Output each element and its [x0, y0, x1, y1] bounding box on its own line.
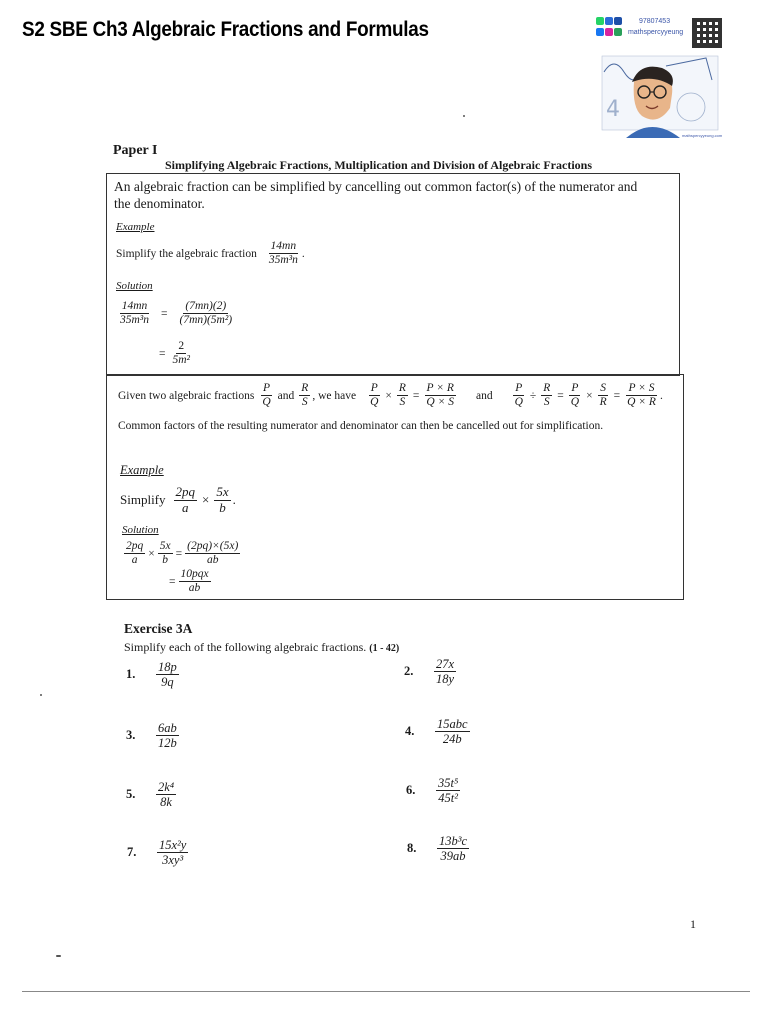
instagram-icon [605, 28, 613, 36]
svg-text:4: 4 [606, 97, 620, 122]
box2-solution-label: Solution [122, 524, 159, 536]
fraction: $\frac{18p}{9q}$ [158, 660, 177, 690]
box1-solution-step2: = $\frac{2}{\text{5m²}}$ [159, 340, 191, 367]
fraction: $\frac{2pq}{a}$ [126, 540, 144, 567]
author-avatar [596, 52, 724, 138]
box2-example: Simplify $\frac{2pq}{a}$ × $\frac{5x}{b}$ . [120, 484, 236, 515]
fraction: $\frac{P \times S}{Q \times R}$ [627, 382, 656, 409]
fraction: $\frac{5x}{b}$ [159, 540, 171, 567]
footer-rule [22, 991, 750, 992]
telegram-icon [614, 17, 622, 25]
question-6: 6. $\frac{\text{35t⁵}}{\text{45t²}}$ [406, 776, 459, 806]
facebook-icon [596, 28, 604, 36]
fraction: $\frac{\text{35t⁵}}{\text{45t²}}$ [438, 776, 459, 806]
box1-example-label: Example [116, 221, 155, 233]
fraction: $\frac{\text{10pqx}}{ab}$ [180, 568, 209, 595]
fraction: $\frac{\text{2k⁴}}{8k}$ [158, 780, 175, 810]
box1-solution-step1: $\frac{14mn}{\text{35m³n}}$ = $\frac{(7mn)(2)}{\text{(7mn)(5m²)}}$ [120, 300, 233, 327]
fraction: $\frac{27x}{18y}$ [436, 657, 455, 687]
fraction: $\frac{6ab}{12b}$ [158, 721, 177, 751]
exercise-heading: Exercise 3A [124, 621, 193, 636]
fraction: $\frac{(2pq)\times(5x)}{ab}$ [187, 540, 239, 567]
box2-solution-step2: = $\frac{\text{10pqx}}{ab}$ [169, 568, 209, 595]
page-number: 1 [690, 917, 696, 931]
question-4: 4. $\frac{\text{15abc}}{24b}$ [405, 717, 468, 747]
question-1: 1. $\frac{18p}{9q}$ [126, 660, 177, 690]
question-5: 5. $\frac{\text{2k⁴}}{8k}$ [126, 780, 175, 810]
box2-example-label: Example [120, 463, 164, 477]
fraction: $\frac{R}{S}$ [543, 382, 551, 409]
fraction: $\frac{P}{Q}$ [262, 382, 271, 409]
fraction: $\frac{S}{R}$ [599, 382, 607, 409]
question-7: 7. $\frac{\text{15x²y}}{\text{3xy³}}$ [127, 838, 187, 868]
box2-common-factors: Common factors of the resulting numerator and denominator can then be cancelled out for simplification. [118, 420, 604, 432]
question-8: 8. $\frac{\text{13b³c}}{39ab}$ [407, 834, 468, 864]
paper-heading: Paper I [113, 143, 158, 158]
fraction: $\frac{2}{\text{5m²}}$ [172, 340, 191, 367]
fraction: $\frac{14mn}{\text{35m³n}}$ [120, 300, 150, 327]
scan-speck [40, 694, 42, 696]
contact-social: mathspercyyeung [627, 28, 684, 36]
box2-rules: Given two algebraic fractions $\frac{P}{Q}$ and $\frac{R}{S}$ , we have $\frac{P}{Q}$ × $\frac{R}{S}$ = $\frac{P \times R}{Q \times S}$ and $\frac{P}{Q}$ ÷ $\frac{R}{S}$ = $\frac{P}{Q}$ × $\frac{S}{R}$ = $\frac{P \times S}{Q \times R}$ . [118, 382, 663, 409]
fraction: $\frac{2pq}{a}$ [175, 484, 196, 515]
fraction: $\frac{P}{Q}$ [570, 382, 580, 409]
question-2: 2. $\frac{27x}{18y}$ [404, 657, 455, 687]
fraction: $\frac{R}{S}$ [398, 382, 406, 409]
qr-code-icon [692, 18, 722, 48]
phone-icon [605, 17, 613, 25]
contact-phone: 97807453 [638, 17, 671, 25]
author-branding [596, 16, 728, 140]
scan-speck [56, 955, 61, 957]
fraction: $\frac{R}{S}$ [301, 382, 309, 409]
box1-example: Simplify the algebraic fraction $\frac{14mn}{\text{35m³n}}$ . [116, 240, 305, 267]
document-title: S2 SBE Ch3 Algebraic Fractions and Formulas [22, 18, 429, 41]
fraction: $\frac{\text{15abc}}{24b}$ [437, 717, 468, 747]
box1-solution-label: Solution [116, 280, 153, 292]
fraction: $\frac{\text{13b³c}}{39ab}$ [439, 834, 468, 864]
question-3: 3. $\frac{6ab}{12b}$ [126, 721, 177, 751]
fraction: $\frac{P}{Q}$ [370, 382, 379, 409]
exercise-instruction: Simplify each of the following algebraic fractions. (1 - 42) [124, 640, 400, 654]
fraction: $\frac{(7mn)(2)}{\text{(7mn)(5m²)}}$ [179, 300, 233, 327]
fraction: $\frac{5x}{b}$ [216, 484, 229, 515]
scan-speck [463, 115, 465, 117]
contact-website: mathspercyyeung.com [682, 133, 723, 138]
section-subtitle: Simplifying Algebraic Fractions, Multiplication and Division of Algebraic Fractions [165, 158, 593, 172]
box1-intro: An algebraic fraction can be simplified by cancelling out common factor(s) of the numerator and the denominator. [114, 179, 638, 211]
whatsapp-icon [596, 17, 604, 25]
fraction: $\frac{14mn}{\text{35m³n}}$ [268, 240, 298, 267]
wechat-icon [614, 28, 622, 36]
fraction: $\frac{P}{Q}$ [514, 382, 523, 409]
fraction: $\frac{\text{15x²y}}{\text{3xy³}}$ [159, 838, 187, 868]
box2-solution-step1: $\frac{2pq}{a}$ × $\frac{5x}{b}$ = $\frac{(2pq)\times(5x)}{ab}$ [126, 540, 239, 567]
fraction: $\frac{P \times R}{Q \times S}$ [426, 382, 454, 409]
